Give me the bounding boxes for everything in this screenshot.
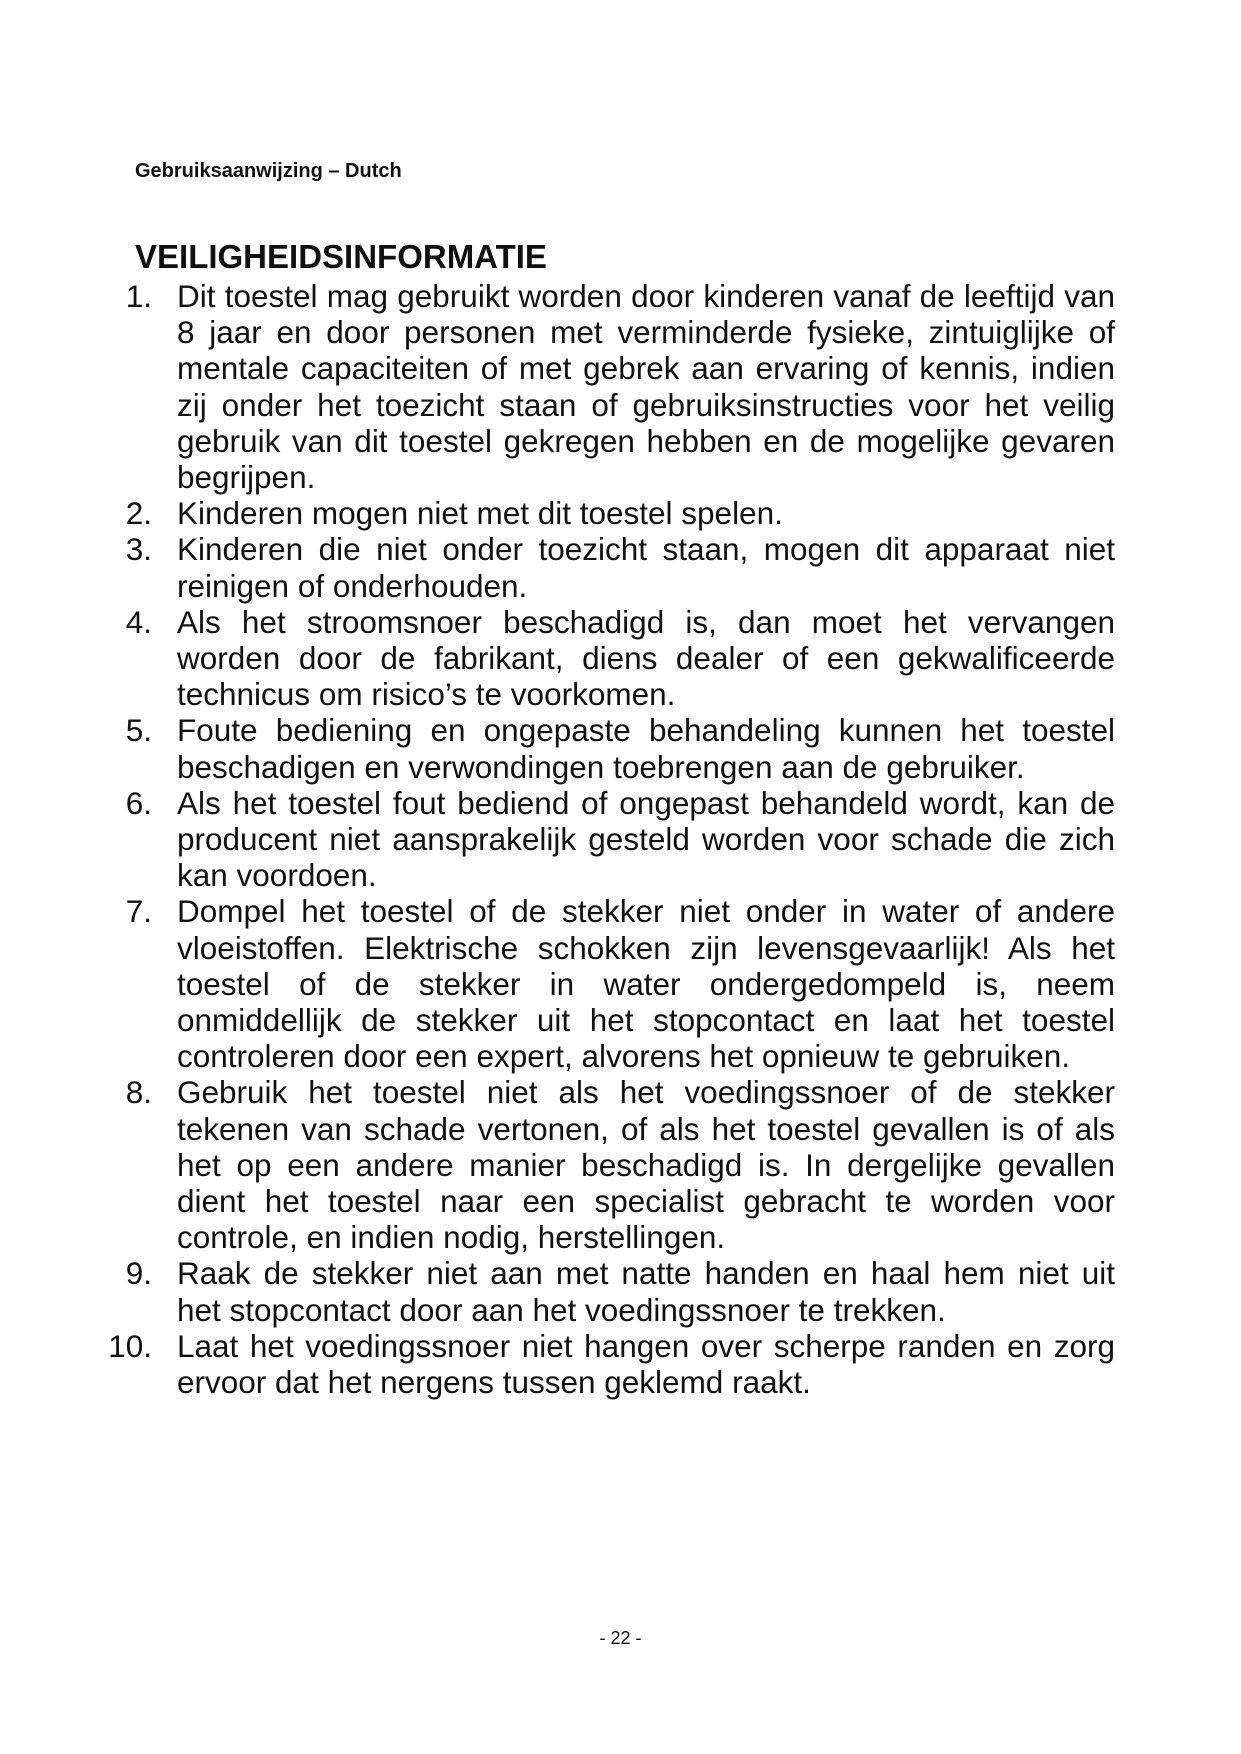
list-item	[100, 604, 1115, 713]
item-text: Als het stroomsnoer beschadigd is, dan moet het vervangen worden door de fabrikant, diens dealer of een gekwalificeerde technicus om risico’s te voorkomen.	[177, 603, 1115, 713]
list-item	[100, 531, 1115, 603]
item-text: Als het toestel fout bediend of ongepast behandeld wordt, kan de producent niet aansprakelijk gesteld worden voor schade die zich kan voordoen.	[177, 784, 1115, 894]
item-number: 10.	[108, 1327, 152, 1364]
item-text: Foute bediening en ongepaste behandeling kunnen het toestel beschadigen en verwondingen toebrengen aan de gebruiker.	[177, 712, 1115, 785]
item-number: 2.	[125, 495, 152, 532]
item-text: Dompel het toestel of de stekker niet onder in water of andere vloeistoffen. Elektrische schokken zijn levensgevaarlijk! Als het toestel of de stekker in water ondergedompeld is, neem onmiddellijk de stekker uit het stopcontact en laat het toestel controleren door een expert, alvorens het opnieuw te gebruiken.	[177, 893, 1115, 1075]
item-number: 4.	[125, 603, 152, 640]
section-title: VEILIGHEIDSINFORMATIE	[135, 238, 547, 275]
list-item	[100, 1328, 1115, 1400]
list-item	[100, 278, 1115, 495]
list-item	[100, 1255, 1115, 1327]
list-item	[100, 893, 1115, 1074]
item-text: Kinderen die niet onder toezicht staan, mogen dit apparaat niet reinigen of onderhouden.	[177, 531, 1115, 604]
list-item	[100, 712, 1115, 784]
item-text: Raak de stekker niet aan met natte handen en haal hem niet uit het stopcontact door aan het voedingssnoer te trekken.	[177, 1255, 1115, 1328]
item-number: 6.	[125, 784, 152, 821]
item-number: 5.	[125, 712, 152, 749]
item-number: 8.	[125, 1074, 152, 1111]
item-text: Laat het voedingssnoer niet hangen over scherpe randen en zorg ervoor dat het nergens tussen geklemd raakt.	[177, 1327, 1115, 1401]
list-item	[100, 785, 1115, 894]
list-item	[100, 495, 1115, 531]
item-number: 7.	[125, 893, 152, 930]
page-number: - 22 -	[599, 1628, 642, 1648]
item-text: Gebruik het toestel niet als het voedingssnoer of de stekker tekenen van schade vertonen, of als het toestel gevallen is of als het op een andere manier beschadigd is. In dergelijke gevallen dient het toestel naar een specialist gebracht te worden voor controle, en indien nodig, herstellingen.	[177, 1074, 1115, 1256]
item-text: Dit toestel mag gebruikt worden door kinderen vanaf de leeftijd van 8 jaar en door personen met verminderde fysieke, zintuiglijke of mentale capaciteiten of met gebrek aan ervaring of kennis, indien zij onder het toezicht staan of gebruiksinstructies voor het veilig gebruik van dit toestel gekregen hebben en de mogelijke gevaren begrijpen.	[177, 278, 1115, 496]
list-item	[100, 1074, 1115, 1255]
item-number: 9.	[125, 1255, 152, 1292]
document-header: Gebruiksaanwijzing – Dutch	[135, 160, 402, 182]
item-number: 3.	[125, 531, 152, 568]
safety-list	[100, 278, 1115, 1400]
item-number: 1.	[125, 278, 152, 314]
item-text: Kinderen mogen niet met dit toestel spelen.	[177, 495, 783, 532]
